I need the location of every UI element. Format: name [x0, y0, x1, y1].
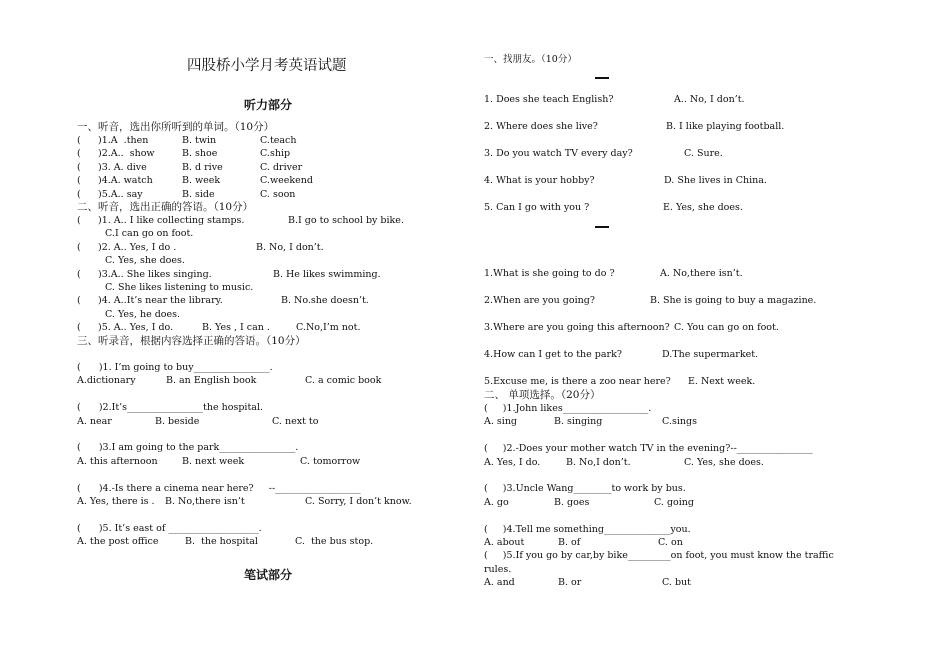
listen2-option-a: )2. A.. Yes, I do .: [98, 241, 177, 253]
match1-answer: A.. No, I don’t.: [674, 94, 745, 105]
section1-title: 一、听音，选出你所听到的单词。（10分）: [77, 121, 275, 133]
listen3-option-a: A. near: [77, 415, 112, 427]
listen1-option-a: )2.A.. show: [98, 148, 155, 160]
choice-option-b: B. of: [558, 537, 581, 548]
choice-option-c: C. on: [658, 537, 683, 548]
listen2-option-a: )4. A..It’s near the library.: [98, 295, 223, 307]
match1-answer: B. I like playing football.: [666, 121, 785, 132]
choice-option-c: C. going: [654, 496, 695, 508]
listen1-option-c: C.weekend: [260, 175, 313, 187]
choice-q5-line2: rules.: [484, 564, 512, 575]
choice-option-c: C.sings: [662, 416, 697, 428]
match2-question: 2.When are you going?: [484, 295, 595, 306]
listen2-paren: (: [77, 241, 81, 253]
listen2-option-b: B. No, I don’t.: [256, 241, 324, 253]
listen1-option-a: )5.A.. say: [98, 188, 143, 200]
match1-answer: E. Yes, she does.: [663, 202, 743, 213]
listen2-paren: (: [77, 322, 81, 334]
listen3-option-c: C. next to: [272, 415, 319, 427]
listen2-option-c: C.I can go on foot.: [105, 228, 194, 240]
listen3-option-b: B. next week: [182, 455, 245, 467]
listen2-option-a: )3.A.. She likes singing.: [98, 268, 212, 280]
listen1-option-c: C. driver: [260, 161, 303, 173]
listen3-option-a: A. Yes, there is .: [77, 496, 155, 507]
listen1-option-a: )1.A .then: [98, 135, 149, 146]
choice-option-b: B. singing: [554, 416, 603, 428]
choice-option-b: B. No,I don’t.: [566, 456, 631, 468]
listen1-paren: (: [77, 148, 81, 160]
match1-question: 2. Where does she live?: [484, 121, 598, 132]
listen1-option-c: C.ship: [260, 148, 291, 160]
listen2-option-b: B.I go to school by bike.: [288, 215, 404, 226]
listening-heading: 听力部分: [244, 98, 293, 112]
listen1-option-b: B. week: [182, 175, 221, 187]
listen2-option-c: C. She likes listening to music.: [105, 282, 254, 293]
choice-option-b: B. goes: [554, 496, 590, 508]
listen1-option-b: B. twin: [182, 135, 217, 146]
choice-option-a: A. Yes, I do.: [484, 456, 541, 468]
listen3-question: ( )4.-Is there a cinema near here? --__________________: [77, 482, 361, 494]
listen3-question: ( )3.I am going to the park________________.: [77, 442, 299, 454]
match2-question: 3.Where are you going this afternoon?: [484, 322, 670, 333]
matching-title: 一、找朋友。（10分）: [484, 54, 577, 65]
match2-question: 1.What is she going to do ?: [484, 268, 615, 279]
page-title: 四股桥小学月考英语试题: [187, 58, 347, 74]
listen2-option-b: B. Yes , I can .: [202, 322, 270, 334]
match1-question: 5. Can I go with you ?: [484, 202, 590, 213]
listen3-option-a: A.dictionary: [77, 375, 136, 387]
listen2-option-c: C. Yes, he does.: [105, 308, 181, 320]
choice-q5-opt-b: B. or: [558, 577, 582, 588]
listen1-option-a: )3. A. dive: [98, 161, 147, 173]
match1-question: 3. Do you watch TV every day?: [484, 148, 633, 159]
group1-marker: [595, 77, 609, 79]
listen3-option-b: B. beside: [155, 415, 200, 427]
match2-question: 5.Excuse me, is there a zoo near here?: [484, 376, 671, 387]
match2-answer: A. No,there isn’t.: [660, 268, 743, 279]
written-heading: 笔试部分: [244, 568, 293, 582]
choice-question: ( )4.Tell me something______________you.: [484, 523, 691, 535]
listen1-paren: (: [77, 175, 81, 187]
listen3-option-b: B. No,there isn’t: [165, 496, 245, 507]
listen1-paren: (: [77, 161, 81, 173]
listen1-option-a: )4.A. watch: [98, 175, 153, 187]
match2-answer: E. Next week.: [688, 376, 756, 387]
group2-marker: [595, 226, 609, 228]
section3-title: 三、听录音，根据内容选择正确的答语。（10分）: [77, 335, 306, 347]
listen2-option-b: B. No.she doesn’t.: [281, 295, 369, 307]
listen1-option-c: C.teach: [260, 135, 297, 146]
listen1-option-b: B. side: [182, 188, 215, 200]
listen3-question: ( )5. It’s east of ___________________.: [77, 522, 262, 534]
listen2-paren: (: [77, 295, 81, 307]
listen2-paren: (: [77, 215, 81, 226]
listen3-option-b: B. an English book: [166, 375, 257, 387]
choice-q5-line1: ( )5.If you go by car,by bike_________on foot, you must know the traffic: [484, 550, 834, 561]
listen3-option-a: A. the post office: [77, 536, 159, 548]
choice-option-a: A. about: [484, 537, 525, 548]
match2-answer: B. She is going to buy a magazine.: [650, 295, 817, 306]
listen3-question: ( )1. I’m going to buy________________.: [77, 362, 273, 373]
choice-question: ( )3.Uncle Wang________to work by bus.: [484, 483, 686, 495]
listen1-option-b: B. d rive: [182, 161, 223, 173]
listen1-option-b: B. shoe: [182, 148, 218, 160]
listen2-option-c: C. Yes, she does.: [105, 255, 185, 267]
listen2-option-a: )5. A.. Yes, I do.: [98, 322, 174, 334]
match2-question: 4.How can I get to the park?: [484, 349, 622, 360]
match1-question: 4. What is your hobby?: [484, 175, 595, 186]
listen1-paren: (: [77, 188, 81, 200]
choice-title: 二、 单项选择。（20分）: [484, 389, 601, 401]
section2-title: 二、听音，选出正确的答语。（10分）: [77, 201, 254, 213]
listen2-option-a: )1. A.. I like collecting stamps.: [98, 215, 245, 226]
choice-q5-opt-c: C. but: [662, 577, 691, 588]
listen1-option-c: C. soon: [260, 188, 296, 200]
listen2-paren: (: [77, 268, 81, 280]
choice-q5-opt-a: A. and: [484, 577, 515, 588]
listen3-option-c: C. the bus stop.: [295, 536, 374, 548]
choice-question: ( )1.John likes__________________.: [484, 403, 652, 414]
match1-answer: D. She lives in China.: [664, 175, 767, 186]
listen3-option-a: A. this afternoon: [77, 455, 158, 467]
match1-answer: C. Sure.: [684, 148, 723, 159]
match1-question: 1. Does she teach English?: [484, 94, 614, 105]
listen1-paren: (: [77, 135, 81, 146]
listen2-option-b: B. He likes swimming.: [273, 268, 381, 280]
listen3-option-c: C. a comic book: [305, 375, 382, 387]
listen3-question: ( )2.It’s________________the hospital.: [77, 402, 264, 414]
listen3-option-c: C. tomorrow: [300, 455, 361, 467]
choice-option-c: C. Yes, she does.: [684, 456, 764, 468]
match2-answer: D.The supermarket.: [662, 349, 759, 360]
choice-question: ( )2.-Does your mother watch TV in the evening?--________________: [484, 443, 813, 455]
choice-option-a: A. go: [484, 496, 509, 508]
listen2-option-c: C.No,I’m not.: [296, 322, 361, 334]
choice-option-a: A. sing: [484, 416, 518, 428]
match2-answer: C. You can go on foot.: [674, 322, 779, 333]
listen3-option-c: C. Sorry, I don’t know.: [305, 496, 412, 507]
listen3-option-b: B. the hospital: [185, 536, 258, 548]
